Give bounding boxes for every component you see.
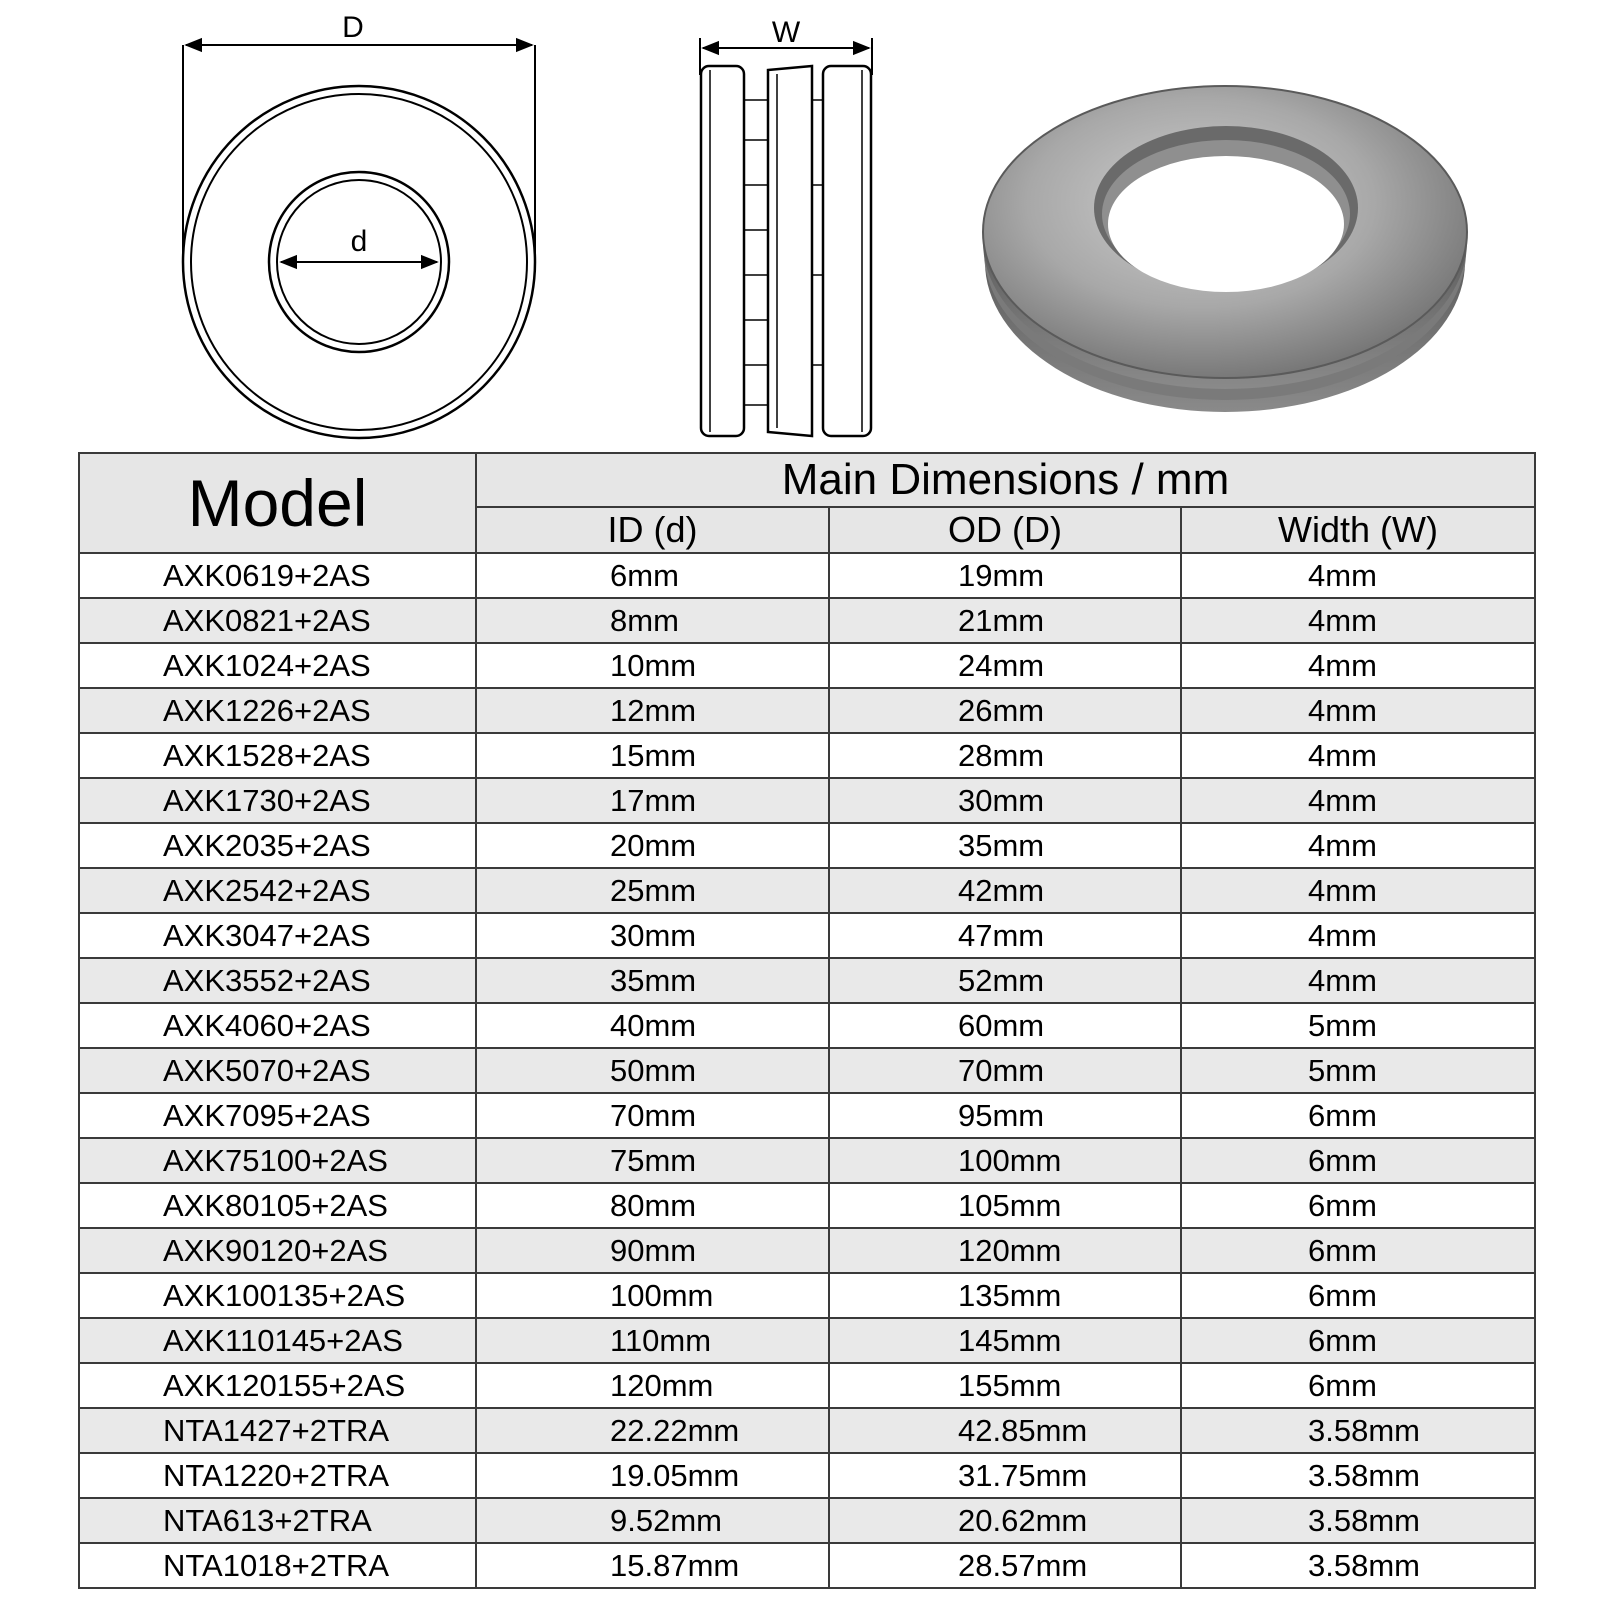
table-row (79, 868, 1535, 913)
table-row (79, 688, 1535, 733)
width-cell: 6mm (1181, 1363, 1535, 1408)
od-cell: 24mm (829, 643, 1181, 688)
width-cell: 4mm (1181, 733, 1535, 778)
model-cell: AXK90120+2AS (79, 1228, 476, 1273)
model-cell: AXK1226+2AS (79, 688, 476, 733)
model-cell: AXK3552+2AS (79, 958, 476, 1003)
model-cell: AXK75100+2AS (79, 1138, 476, 1183)
width-cell: 5mm (1181, 1003, 1535, 1048)
id-cell: 40mm (476, 1003, 829, 1048)
od-cell: 52mm (829, 958, 1181, 1003)
front-view-drawing (183, 11, 535, 438)
od-cell: 60mm (829, 1003, 1181, 1048)
model-cell: NTA1427+2TRA (79, 1408, 476, 1453)
od-cell: 31.75mm (829, 1453, 1181, 1498)
id-column-header: ID (d) (476, 507, 829, 553)
width-cell: 5mm (1181, 1048, 1535, 1093)
table-row (79, 1543, 1535, 1588)
od-cell: 120mm (829, 1228, 1181, 1273)
table-row (79, 643, 1535, 688)
id-cell: 75mm (476, 1138, 829, 1183)
id-cell: 80mm (476, 1183, 829, 1228)
model-cell: AXK100135+2AS (79, 1273, 476, 1318)
id-cell: 6mm (476, 553, 829, 598)
width-cell: 6mm (1181, 1093, 1535, 1138)
side-view-drawing (700, 16, 872, 436)
od-cell: 28mm (829, 733, 1181, 778)
id-cell: 15.87mm (476, 1543, 829, 1588)
table-row (79, 1498, 1535, 1543)
table-row (79, 1318, 1535, 1363)
od-cell: 20.62mm (829, 1498, 1181, 1543)
id-cell: 70mm (476, 1093, 829, 1138)
table-row (79, 823, 1535, 868)
table-row (79, 1273, 1535, 1318)
table-row (79, 1138, 1535, 1183)
od-cell: 30mm (829, 778, 1181, 823)
od-cell: 21mm (829, 598, 1181, 643)
table-row (79, 1048, 1535, 1093)
table-row (79, 1183, 1535, 1228)
id-cell: 8mm (476, 598, 829, 643)
id-cell: 10mm (476, 643, 829, 688)
model-cell: AXK80105+2AS (79, 1183, 476, 1228)
table-row (79, 778, 1535, 823)
od-cell: 105mm (829, 1183, 1181, 1228)
width-cell: 3.58mm (1181, 1453, 1535, 1498)
width-cell: 4mm (1181, 778, 1535, 823)
bearing-drawings (0, 0, 1600, 450)
table-row (79, 1408, 1535, 1453)
table-row (79, 958, 1535, 1003)
od-cell: 145mm (829, 1318, 1181, 1363)
table-row (79, 598, 1535, 643)
od-cell: 35mm (829, 823, 1181, 868)
model-cell: AXK110145+2AS (79, 1318, 476, 1363)
model-cell: AXK2542+2AS (79, 868, 476, 913)
model-cell: AXK1024+2AS (79, 643, 476, 688)
id-cell: 35mm (476, 958, 829, 1003)
id-cell: 50mm (476, 1048, 829, 1093)
od-cell: 26mm (829, 688, 1181, 733)
od-cell: 28.57mm (829, 1543, 1181, 1588)
model-cell: AXK0619+2AS (79, 553, 476, 598)
id-cell: 17mm (476, 778, 829, 823)
width-cell: 4mm (1181, 823, 1535, 868)
od-cell: 95mm (829, 1093, 1181, 1138)
table-row (79, 733, 1535, 778)
width-label: W (771, 16, 801, 49)
width-cell: 6mm (1181, 1273, 1535, 1318)
width-cell: 4mm (1181, 958, 1535, 1003)
table-row (79, 1228, 1535, 1273)
od-cell: 19mm (829, 553, 1181, 598)
width-column-header: Width (W) (1181, 507, 1535, 553)
width-cell: 4mm (1181, 598, 1535, 643)
id-cell: 9.52mm (476, 1498, 829, 1543)
model-cell: AXK3047+2AS (79, 913, 476, 958)
width-cell: 6mm (1181, 1228, 1535, 1273)
id-cell: 25mm (476, 868, 829, 913)
id-cell: 15mm (476, 733, 829, 778)
model-cell: AXK7095+2AS (79, 1093, 476, 1138)
width-cell: 6mm (1181, 1183, 1535, 1228)
od-cell: 155mm (829, 1363, 1181, 1408)
model-cell: AXK120155+2AS (79, 1363, 476, 1408)
outer-diameter-label: D (342, 11, 364, 44)
width-cell: 4mm (1181, 868, 1535, 913)
model-cell: AXK1528+2AS (79, 733, 476, 778)
bearing-photo (983, 86, 1467, 412)
table-row (79, 553, 1535, 598)
table-row (79, 1363, 1535, 1408)
model-cell: NTA613+2TRA (79, 1498, 476, 1543)
model-cell: AXK0821+2AS (79, 598, 476, 643)
width-cell: 3.58mm (1181, 1408, 1535, 1453)
width-cell: 4mm (1181, 553, 1535, 598)
width-cell: 3.58mm (1181, 1498, 1535, 1543)
model-cell: NTA1220+2TRA (79, 1453, 476, 1498)
table-row (79, 913, 1535, 958)
od-cell: 135mm (829, 1273, 1181, 1318)
specification-table (78, 452, 1536, 1589)
width-cell: 3.58mm (1181, 1543, 1535, 1588)
width-cell: 4mm (1181, 913, 1535, 958)
table-row (79, 1453, 1535, 1498)
width-cell: 6mm (1181, 1318, 1535, 1363)
main-dimensions-header: Main Dimensions / mm (476, 453, 1535, 507)
od-cell: 70mm (829, 1048, 1181, 1093)
inner-diameter-label: d (350, 225, 368, 258)
table-row (79, 1003, 1535, 1048)
table-row (79, 1093, 1535, 1138)
od-cell: 42mm (829, 868, 1181, 913)
id-cell: 22.22mm (476, 1408, 829, 1453)
od-cell: 42.85mm (829, 1408, 1181, 1453)
model-cell: NTA1018+2TRA (79, 1543, 476, 1588)
id-cell: 20mm (476, 823, 829, 868)
width-cell: 6mm (1181, 1138, 1535, 1183)
od-cell: 100mm (829, 1138, 1181, 1183)
id-cell: 30mm (476, 913, 829, 958)
id-cell: 100mm (476, 1273, 829, 1318)
model-column-header: Model (79, 453, 476, 553)
id-cell: 110mm (476, 1318, 829, 1363)
width-cell: 4mm (1181, 688, 1535, 733)
model-cell: AXK5070+2AS (79, 1048, 476, 1093)
od-cell: 47mm (829, 913, 1181, 958)
model-cell: AXK1730+2AS (79, 778, 476, 823)
id-cell: 19.05mm (476, 1453, 829, 1498)
model-cell: AXK4060+2AS (79, 1003, 476, 1048)
id-cell: 120mm (476, 1363, 829, 1408)
id-cell: 12mm (476, 688, 829, 733)
width-cell: 4mm (1181, 643, 1535, 688)
od-column-header: OD (D) (829, 507, 1181, 553)
model-cell: AXK2035+2AS (79, 823, 476, 868)
id-cell: 90mm (476, 1228, 829, 1273)
